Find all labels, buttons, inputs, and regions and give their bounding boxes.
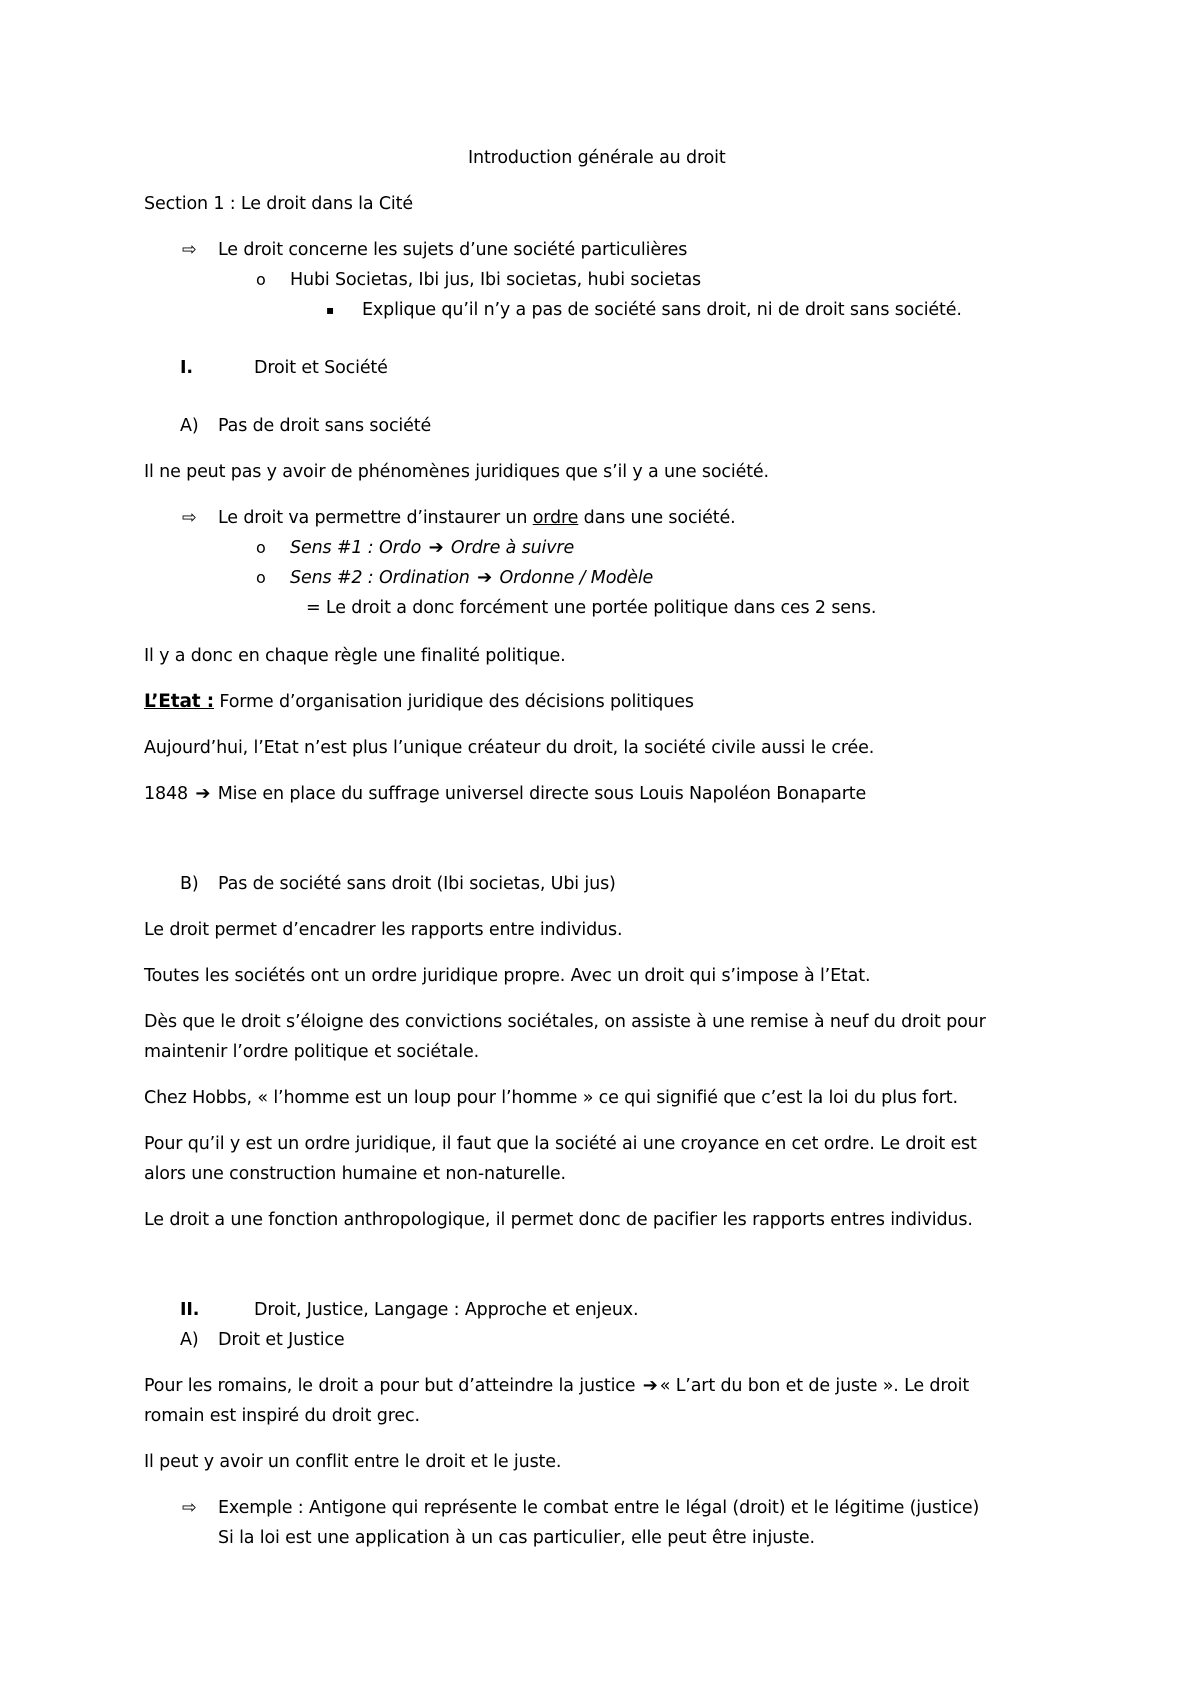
paragraph-line: romain est inspiré du droit grec. xyxy=(144,1406,420,1426)
part-heading: Droit, Justice, Langage : Approche et enjeux. xyxy=(254,1300,639,1320)
subpart-heading: Pas de droit sans société xyxy=(218,416,432,436)
sub-sub-bullet-text: Explique qu’il n’y a pas de société sans droit, ni de droit sans société. xyxy=(362,300,962,320)
circle-bullet-icon: o xyxy=(256,568,266,587)
paragraph: Le droit a une fonction anthropologique, il permet donc de pacifier les rapports entres individus. xyxy=(144,1210,973,1230)
outline-arrow-bullet-icon: ⇨ xyxy=(182,1498,197,1518)
conclusion-text: = Le droit a donc forcément une portée politique dans ces 2 sens. xyxy=(306,598,877,618)
circle-bullet-icon: o xyxy=(256,270,266,289)
bullet-text: Le droit concerne les sujets d’une société particulières xyxy=(218,240,688,260)
paragraph: Aujourd’hui, l’Etat n’est plus l’unique créateur du droit, la société civile aussi le crée. xyxy=(144,738,875,758)
paragraph: Il y a donc en chaque règle une finalité politique. xyxy=(144,646,566,666)
paragraph: Le droit permet d’encadrer les rapports entre individus. xyxy=(144,920,623,940)
paragraph: Il peut y avoir un conflit entre le droit et le juste. xyxy=(144,1452,562,1472)
part-heading: Droit et Société xyxy=(254,358,388,378)
subpart-letter: A) xyxy=(180,416,199,436)
bullet-text: Exemple : Antigone qui représente le combat entre le légal (droit) et le légitime (justice) xyxy=(218,1498,980,1518)
paragraph: Chez Hobbs, « l’homme est un loup pour l’homme » ce qui signifié que c’est la loi du plus fort. xyxy=(144,1088,958,1108)
part-numeral: I. xyxy=(180,358,193,378)
subpart-letter: B) xyxy=(180,874,199,894)
section-heading: Section 1 : Le droit dans la Cité xyxy=(144,194,413,214)
circle-bullet-icon: o xyxy=(256,538,266,557)
bullet-text-continuation: Si la loi est une application à un cas particulier, elle peut être injuste. xyxy=(218,1528,815,1548)
outline-arrow-bullet-icon: ⇨ xyxy=(182,508,197,528)
outline-arrow-bullet-icon: ⇨ xyxy=(182,240,197,260)
bold-arrow-icon: ➔ xyxy=(195,783,211,804)
paragraph-line: Pour qu’il y est un ordre juridique, il faut que la société ai une croyance en cet ordre. Le droit est xyxy=(144,1134,977,1154)
subpart-heading: Pas de société sans droit (Ibi societas, Ubi jus) xyxy=(218,874,616,894)
subpart-heading: Droit et Justice xyxy=(218,1330,345,1350)
paragraph: Il ne peut pas y avoir de phénomènes juridiques que s’il y a une société. xyxy=(144,462,769,482)
paragraph: 1848 ➔ Mise en place du suffrage universel directe sous Louis Napoléon Bonaparte xyxy=(144,783,867,804)
bold-arrow-icon: ➔ xyxy=(428,537,444,558)
part-numeral: II. xyxy=(180,1300,200,1320)
definition: L’Etat : Forme d’organisation juridique des décisions politiques xyxy=(144,691,694,712)
square-bullet-icon: ▪ xyxy=(326,303,335,317)
paragraph-line: Pour les romains, le droit a pour but d’atteindre la justice ➔ « L’art du bon et de juste ». Le droit xyxy=(144,1375,970,1396)
sub-bullet-text: Hubi Societas, Ibi jus, Ibi societas, hubi societas xyxy=(290,270,702,290)
paragraph-line: maintenir l’ordre politique et sociétale. xyxy=(144,1042,480,1062)
paragraph: Toutes les sociétés ont un ordre juridique propre. Avec un droit qui s’impose à l’Etat. xyxy=(144,966,871,986)
paragraph-line: Dès que le droit s’éloigne des convictions sociétales, on assiste à une remise à neuf du droit pour xyxy=(144,1012,986,1032)
underlined-word: ordre xyxy=(532,508,579,528)
subpart-letter: A) xyxy=(180,1330,199,1350)
definition-term: L’Etat : xyxy=(144,691,215,712)
bold-arrow-icon: ➔ xyxy=(477,567,493,588)
bold-arrow-icon: ➔ xyxy=(642,1375,658,1396)
paragraph-line: alors une construction humaine et non-naturelle. xyxy=(144,1164,566,1184)
sub-bullet-text: Sens #1 : Ordo ➔ Ordre à suivre xyxy=(290,537,575,558)
document-title: Introduction générale au droit xyxy=(468,148,726,168)
sub-bullet-text: Sens #2 : Ordination ➔ Ordonne / Modèle xyxy=(290,567,654,588)
bullet-text: Le droit va permettre d’instaurer un ordre dans une société. xyxy=(218,508,736,528)
